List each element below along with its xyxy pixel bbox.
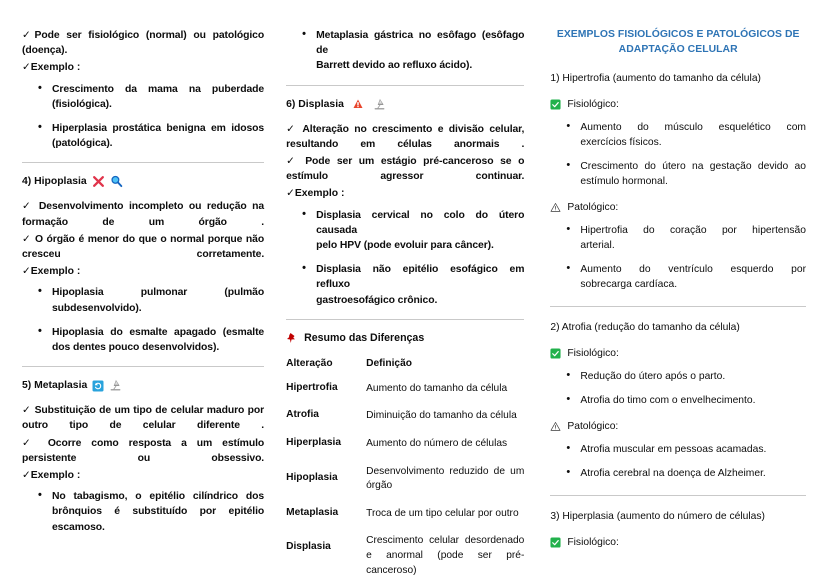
- list-item: • Atrofia muscular em pessoas acamadas.: [580, 442, 806, 457]
- patologico-label-text: Patológico:: [567, 421, 619, 433]
- atrofia-fisiologico-bullets: [550, 369, 806, 408]
- resumo-heading-text: Resumo das Diferenças: [304, 331, 425, 344]
- fisiologico-label-3: [550, 535, 806, 550]
- section-heading-hipertrofia: 1) Hipertrofia (aumento do tamanho da célula): [550, 73, 761, 85]
- table-row: [286, 534, 524, 578]
- list-item: • Hipoplasia pulmonar (pulmão subdesenvolvido).: [52, 285, 264, 315]
- differences-table: [286, 358, 524, 578]
- green-check-box-icon: [550, 537, 561, 548]
- patologico-label-2: [550, 419, 806, 434]
- table-cell-term: Metaplasia: [286, 506, 339, 518]
- section-divider: [286, 319, 524, 320]
- fisiologico-label-2: [550, 346, 806, 361]
- column-header-alteracao: Alteração: [286, 357, 333, 369]
- pushpin-icon: [286, 332, 298, 344]
- section-divider: [550, 306, 806, 307]
- table-row: [286, 409, 524, 437]
- column-3: [542, 28, 806, 576]
- displasia-paragraph-1: ✓ Alteração no crescimento e divisão celular, resultando em células anormais .: [286, 123, 525, 150]
- list-item: • Aumento do músculo esquelético com exercícios físicos.: [580, 120, 806, 150]
- section-divider: [286, 85, 524, 86]
- metaplasia-example-label: ✓Exemplo :: [22, 470, 81, 482]
- metaplasia-paragraph-1: ✓ Substituição de um tipo de celular maduro por outro tipo de celular diferente .: [22, 405, 265, 432]
- page-title: [550, 28, 806, 57]
- fisiologico-label-text: Fisiológico:: [567, 99, 619, 111]
- list-item: • Displasia não epitélio esofágico em refluxo gastroesofágico crônico.: [316, 262, 524, 308]
- page-title-line-1: EXEMPLOS FISIOLÓGICOS E PATOLÓGICOS DE: [556, 29, 800, 40]
- metaplasia-continued-bullet-list: [286, 28, 524, 74]
- green-check-box-icon: [550, 99, 561, 110]
- list-item: • Redução do útero após o parto.: [580, 369, 806, 384]
- list-item: • Metaplasia gástrica no esôfago (esôfago de Barrett devido ao refluxo ácido).: [316, 28, 524, 74]
- fisiologico-label-1: [550, 97, 806, 112]
- microscope-icon: [373, 98, 386, 111]
- section-heading-atrofia: 2) Atrofia (redução do tamanho da célula): [550, 322, 740, 334]
- patologico-label-1: [550, 200, 806, 215]
- fisiologico-label-text: Fisiológico:: [567, 537, 619, 549]
- table-cell-term: Displasia: [286, 541, 331, 553]
- table-header-row: [286, 358, 524, 382]
- magnifying-glass-icon: [110, 175, 123, 188]
- list-item: • Crescimento da mama na puberdade (fisiológica).: [52, 82, 264, 112]
- list-item: • Atrofia do timo com o envelhecimento.: [580, 393, 806, 408]
- fisiologico-label-text: Fisiológico:: [567, 348, 619, 360]
- intro-example-label: ✓Exemplo :: [22, 62, 81, 74]
- table-row: [286, 382, 524, 410]
- column-header-definicao: Definição: [366, 357, 412, 369]
- recycle-arrows-icon: [92, 380, 104, 392]
- section-heading-hipoplasia: [22, 174, 264, 189]
- hipoplasia-example-label: ✓Exemplo :: [22, 266, 81, 278]
- list-item: • Hiperplasia prostática benigna em idosos (patológica).: [52, 121, 264, 151]
- table-cell-definition: Troca de um tipo celular por outro: [366, 507, 519, 519]
- intro-line-1: ✓Pode ser fisiológico (normal) ou patológico (doença).: [22, 30, 265, 57]
- hipertrofia-fisiologico-bullets: [550, 120, 806, 189]
- list-item: • Displasia cervical no colo do útero causada pelo HPV (pode evoluir para câncer).: [316, 208, 524, 254]
- table-cell-term: Hipertrofia: [286, 381, 338, 393]
- table-cell-term: Hipoplasia: [286, 471, 338, 483]
- section-heading-text: 6) Displasia: [286, 98, 344, 110]
- section-heading-metaplasia: [22, 378, 264, 393]
- table-row: [286, 465, 524, 507]
- section-heading-text: 4) Hipoplasia: [22, 176, 87, 188]
- green-check-box-icon: [550, 348, 561, 359]
- table-cell-definition: Aumento do número de células: [366, 438, 508, 450]
- table-cell-term: Atrofia: [286, 409, 319, 421]
- patologico-label-text: Patológico:: [567, 202, 619, 214]
- table-cell-definition: Desenvolvimento reduzido de um órgão: [366, 465, 525, 492]
- list-item: • Hipertrofia do coração por hipertensão arterial.: [580, 223, 806, 253]
- list-item: • Crescimento do útero na gestação devido ao estímulo hormonal.: [580, 159, 806, 189]
- table-cell-definition: Aumento do tamanho da célula: [366, 382, 508, 394]
- warning-triangle-icon: [550, 202, 561, 213]
- list-item: • Atrofia cerebral na doença de Alzheimer.: [580, 466, 806, 481]
- section-heading-hiperplasia: 3) Hiperplasia (aumento do número de células): [550, 511, 765, 523]
- metaplasia-bullet-list: [22, 489, 264, 535]
- alert-red-icon: [352, 98, 364, 110]
- metaplasia-paragraph-2: ✓ Ocorre como resposta a um estímulo persistente ou obsessivo.: [22, 437, 265, 464]
- table-row: [286, 437, 524, 465]
- hipoplasia-bullet-list: [22, 285, 264, 355]
- list-item: • No tabagismo, o epitélio cilíndrico dos brônquios é substituído por epitélio escamoso.: [52, 489, 264, 535]
- column-1: [22, 28, 282, 576]
- hipertrofia-patologico-bullets: [550, 223, 806, 292]
- section-divider: [22, 162, 264, 163]
- displasia-example-label: ✓Exemplo :: [286, 188, 345, 200]
- section-divider: [22, 366, 264, 367]
- intro-bullet-list: [22, 82, 264, 152]
- column-2: [282, 28, 542, 576]
- section-heading-text: 5) Metaplasia: [22, 380, 88, 392]
- section-heading-displasia: [286, 97, 524, 112]
- table-cell-definition: Crescimento celular desordenado e anormal (pode ser pré-canceroso): [366, 535, 525, 576]
- warning-triangle-icon: [550, 421, 561, 432]
- microscope-icon: [109, 379, 122, 392]
- hipoplasia-paragraph-2: ✓ O órgão é menor do que o normal porque não cresceu corretamente.: [22, 233, 265, 261]
- cross-mark-icon: [92, 175, 105, 188]
- section-divider: [550, 495, 806, 496]
- list-item: • Aumento do ventrículo esquerdo por sobrecarga cardíaca.: [580, 262, 806, 292]
- table-cell-term: Hiperplasia: [286, 437, 342, 449]
- list-item: • Hipoplasia do esmalte apagado (esmalte dos dentes pouco desenvolvidos).: [52, 325, 264, 355]
- resumo-heading: [286, 331, 524, 346]
- displasia-bullet-list: [286, 208, 524, 308]
- page-title-line-2: ADAPTAÇÃO CELULAR: [618, 43, 738, 55]
- atrofia-patologico-bullets: [550, 442, 806, 481]
- hipoplasia-paragraph-1: ✓ Desenvolvimento incompleto ou redução na formação de um órgão .: [22, 201, 265, 228]
- displasia-paragraph-2: ✓ Pode ser um estágio pré-canceroso se o estímulo agressor continuar.: [286, 156, 525, 183]
- table-row: [286, 507, 524, 535]
- table-cell-definition: Diminuição do tamanho da célula: [366, 410, 517, 422]
